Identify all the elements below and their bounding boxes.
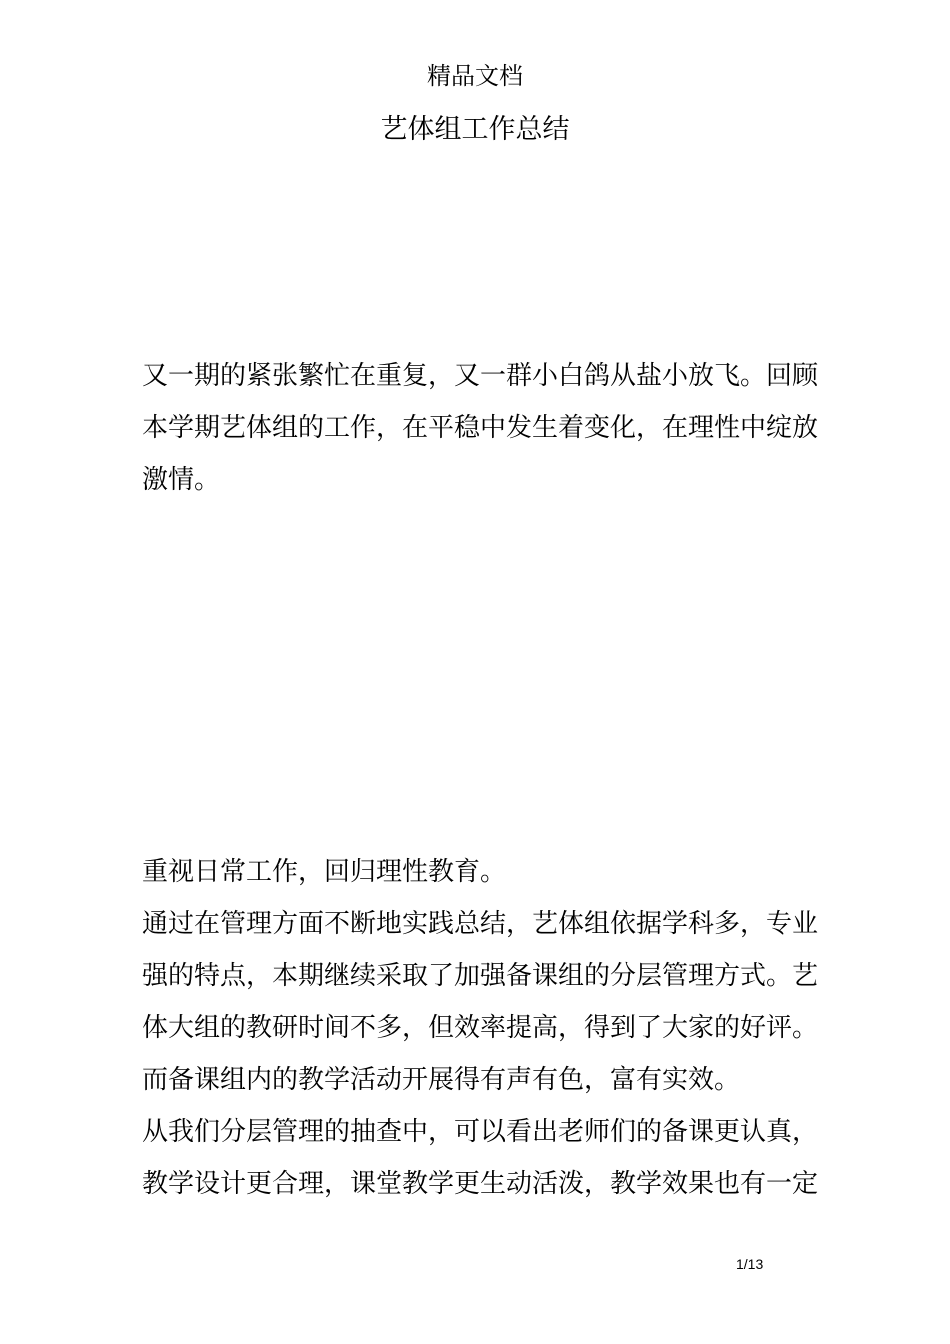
- main-section: [142, 846, 822, 1210]
- document-title: 艺体组工作总结: [380, 114, 570, 145]
- text-line: 而备课组内的教学活动开展得有声有色，富有实效。: [142, 1065, 741, 1095]
- text-line: 从我们分层管理的抽查中，可以看出老师们的备课更认真，: [142, 1117, 819, 1147]
- text-line: 通过在管理方面不断地实践总结，艺体组依据学科多，专业: [142, 909, 819, 939]
- intro-paragraph: [142, 350, 822, 506]
- document-header: 精品文档: [427, 62, 523, 90]
- text-line: 强的特点，本期继续采取了加强备课组的分层管理方式。艺: [142, 961, 819, 991]
- text-line: 又一期的紧张繁忙在重复，又一群小白鸽从盐小放飞。回顾: [142, 361, 819, 391]
- text-line: 教学设计更合理，课堂教学更生动活泼，教学效果也有一定: [142, 1169, 819, 1199]
- text-line: 体大组的教研时间不多，但效率提高，得到了大家的好评。: [142, 1013, 819, 1043]
- section-heading: 重视日常工作，回归理性教育。: [142, 857, 507, 887]
- text-line: 本学期艺体组的工作，在平稳中发生着变化，在理性中绽放: [142, 413, 819, 443]
- text-line: 激情。: [142, 465, 221, 495]
- page-number: 1/13: [736, 1256, 764, 1272]
